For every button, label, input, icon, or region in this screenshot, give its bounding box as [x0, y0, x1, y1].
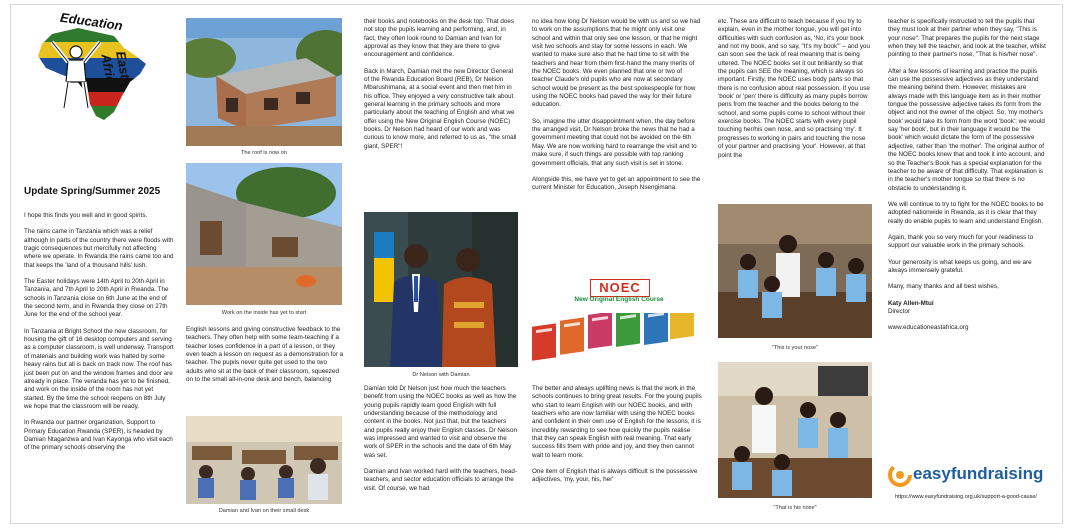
paragraph: teacher is specifically instructed to tell the pupils that they must look at their partner when they say, "This is your nose". That prepares the pupils for the next stage when they tell the teacher, and look at the teacher, whilst pointing to their partner's nose, "That is his/her nose". [888, 18, 1046, 59]
page-title: Update Spring/Summer 2025 [24, 186, 161, 197]
easyfundraising-icon [888, 463, 912, 487]
easyfundraising-brand: easyfundraising [913, 464, 1044, 483]
noec-logo-word: NOEC [590, 279, 650, 297]
paragraph: their books and notebooks on the desk top. That does not stop the pupils learning and performing, and, in fact, they often look round to Damian and Ivan for approval as they know that they are there to give encouragement and confidence. [364, 18, 515, 59]
paragraph: In Tanzania at Bright School the new classroom, for housing the gift of 16 desktop computers and serving as a computer classroom, is well underway. Transport of materials and building work was halted by some heavy rains but all is back on track now. The roof has just been put on and the window frames and door are already in place. The veranda has yet to be finished, and work on the inside of the room has not yet started. By the time the school reopens on 8th July we hope that the classroom will be ready. [24, 327, 174, 410]
easyfundraising-url[interactable]: https://www.easyfundraising.org.uk/support-a-good-cause/ [895, 494, 1037, 500]
caption-inside: Work on the inside has yet to start [221, 310, 307, 316]
caption-his-nose: "That is his nose" [773, 505, 817, 511]
noec-logo [560, 279, 678, 301]
photo-nelson [364, 212, 518, 367]
noec-books [530, 313, 696, 363]
column-3-bottom [364, 385, 518, 493]
caption-small-desk: Damian and Ivan on their small desk [218, 508, 310, 514]
paragraph: Many, many thanks and all best wishes, [888, 283, 999, 291]
paragraph: We will continue to try to fight for the NOEC books to be adopted nationwide in Rwanda, as it is clear that they really do enable pupils to learn and understand English. [888, 200, 1044, 225]
paragraph: Damian and Ivan worked hard with the teachers, head-teachers, and sector education officials to arrange the visit. Of course, we had [364, 468, 517, 492]
photo-his-nose [718, 362, 872, 498]
paragraph: Your generosity is what keeps us going, and we are always immensely grateful. [888, 258, 1032, 274]
paragraph: In Rwanda our partner organization, Support to Primary Education Rwanda (SPER), is headed by Damian Ntaganzwa and Ivan Kayonga who visit each of the primary schools observing the [24, 419, 173, 452]
caption-your-nose: "This is your nose" [771, 345, 819, 351]
paragraph: Alongside this, we have yet to get an appointment to see the current Minister for Education, Joseph Nsengimana. [532, 175, 701, 192]
paragraph: no idea how long Dr Nelson would be with us and so we had to work on the assumptions that he might only visit one school and within that only see one lesson, or that he might visit two schools and stay for some lessons in each. We wanted to make sure also that he had time to sit with the teachers and hear from them first-hand the many merits of the NOEC books. We even planned that one or two of teacher Claude's old pupils who are now at secondary school would be present as the best spokespeople for how using the NOEC books had paved the way for their future education. [532, 18, 701, 109]
column-5 [718, 18, 872, 160]
easyfundraising-logo[interactable] [886, 462, 1046, 488]
signature-role: Director [888, 307, 911, 315]
logo-word-education: Education [59, 9, 124, 34]
signature-name: Katy Allen-Mtui [888, 299, 934, 307]
paragraph: The rains came in Tanzania which was a relief although in parts of the country there were floods with tragic consequences but mercifully not affecting where we operate. In Rwanda the rains came too and that keeps the 'land of a thousand hills' lush. [24, 228, 174, 269]
paragraph: One item of English that is always difficult is the possessive adjectives, 'my, your, his, her' [532, 468, 698, 484]
noec-logo-subtitle: New Original English Course [574, 296, 664, 303]
paragraph: Damian told Dr Nelson just how much the teachers benefit from using the NOEC books as well as how the young pupils rapidly learn good English with full understanding because of the methodology and content in the books. Not just that, but the teachers and pupils really enjoy their English classes. Dr Nelson was impressed and wanted to visit and observe the work of SPER in the schools and the date of 6th May was set. [364, 385, 517, 459]
column-1 [24, 212, 174, 453]
paragraph: The Easter holidays were 14th April to 20th April in Tanzania, and 7th April to 20th April in Rwanda. The schools in Tanzania close on 6th June at the end of the second term, and in Rwanda they close on 27th June for the end of the school year. [24, 278, 169, 319]
paragraph: After a few lessons of learning and practice the pupils can use the possessive adjectives as they understand the meaning behind them. However, mistakes are always made with this language item as in their mother tongue the possessive adjective takes its form from the object and not the owner of the object. So, 'my mother's book' would take its form from the word 'book'; we would say 'her book', but in their language it would be 'the book' which would dictate the form of the possessive adjective, rather than 'the mother'. The original author of the NOEC books knew that and took it into account, and so the Teacher's Book has a special explanation for the teacher to be aware of that difficulty. That explanation is in the teacher's mother tongue so that there is no obstacle to understanding it. [888, 67, 1045, 192]
paragraph: The better and always uplifting news is that the work in the schools continues to bring great results. For the young pupils who start to learn English with our NOEC books, and with teachers who are now familiar with using the NOEC books and confident in their own use of English for the lessons, it is incredibly rewarding to see how quickly the pupils realise that they can speak English with real meaning. That early success fills them with pride and joy, and they then cannot wait to learn more. [532, 385, 702, 459]
photo-roof [186, 18, 342, 146]
photo-inside [186, 163, 342, 305]
paragraph: Again, thank you so very much for your readiness to support our valuable work in the primary schools. [888, 233, 1034, 250]
column-4-top [532, 18, 702, 193]
paragraph: I hope this finds you well and in good spirits. [24, 212, 148, 219]
column-4-bottom [532, 385, 702, 485]
paragraph: English lessons and giving constructive feedback to the teachers. They often help with some team-teaching if a teacher loses confidence in a part of a lesson, or they even teach a lesson on request as a demonstration for a teacher. The pupils never quite get used to the two adults who sit at the back of their classroom, squeezed on to the small all-in-one desk and bench, balancing [186, 326, 344, 384]
caption-nelson: Dr Nelson with Damian [412, 372, 470, 378]
logo-word-east-africa: East Africa [98, 50, 133, 92]
column-2 [186, 326, 344, 384]
paragraph: So, imagine the utter disappointment when, the day before the arranged visit, Dr Nelson broke the news that he had a government meeting that could not be avoided on the 6th May. We are now working hard to rearrange the visit and to make sure, if such things are possible with top ranking government officials, that any such visit is set in stone. [532, 117, 697, 167]
column-6 [888, 18, 1046, 333]
caption-roof: The roof is now on [240, 150, 288, 156]
paragraph: Back in March, Damian met the new Director General of the Rwanda Education Board (REB), Dr Nelson Mbarushimana, at a social event and then met him in his office. They enjoyed a very constructive talk about general learning in the primary schools and more particularly about the teaching of English and what we offer using the New Original English Course (NOEC) books. Dr Nelson had heard of our work and was curious to know more, and referred to us as, "the small giant, SPER"! [364, 67, 517, 150]
photo-small-desk [186, 416, 342, 504]
website[interactable]: www.educationeastafrica.org [888, 324, 969, 332]
column-3-top [364, 18, 518, 151]
logo [18, 9, 168, 127]
paragraph: etc. These are difficult to teach because if you try to explain, even in the mother tongue, you will get into difficulties with such confusion as, 'No, it's your book and not my book, and so say, "It's my book"' – and you can soon see the lack of real meaning that is being uttered. The NOEC books set it out brilliantly so that the pupils can SEE the meaning, which is always so important. Firstly, the NOEC uses body parts so that there is no confusion about real possession. If you use 'book' or 'pen' there is difficulty as many pupils borrow pens from the teacher and the books belong to the school, and some pupils come to school without their exercise books. The NOEC starts with every pupil touching her/his own nose, and so practising 'my'. It progresses to working in pairs and touching the nose of your partner and practising 'your'. However, at that point the [718, 18, 871, 159]
photo-your-nose [718, 204, 872, 338]
